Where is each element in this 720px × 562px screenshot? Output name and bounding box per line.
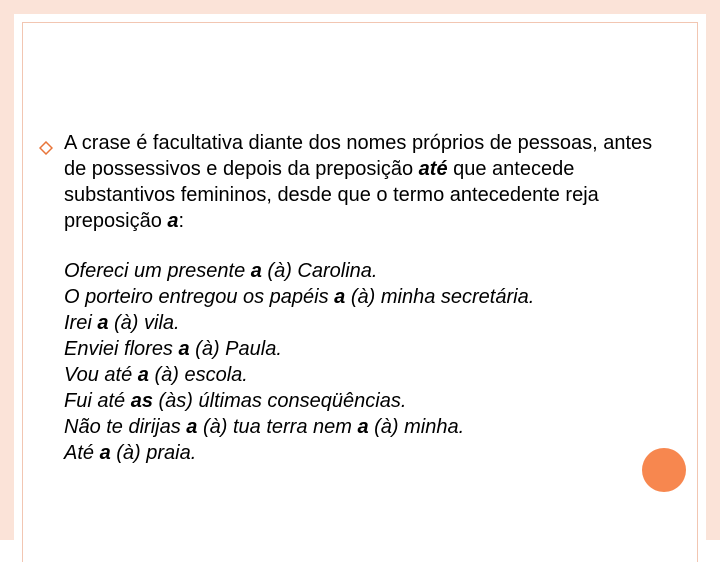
diamond-outline-bullet-icon <box>39 141 53 155</box>
rule-paragraph <box>64 130 674 234</box>
example-line: Vou até a (à) escola. <box>64 364 248 386</box>
rule-text-3: : <box>178 210 185 232</box>
slide-content <box>64 130 674 466</box>
example-line: Fui até as (às) últimas conseqüências. <box>64 390 407 412</box>
example-line: Irei a (à) vila. <box>64 312 180 334</box>
examples-list <box>64 258 674 466</box>
example-line: Enviei flores a (à) Paula. <box>64 338 282 360</box>
rule-text-1: A crase é facultativa diante dos nomes próprios de pessoas, antes de possessivos e depois da preposição <box>64 132 653 180</box>
decorative-circle <box>642 448 686 492</box>
rule-text-2: que antecede substantivos femininos, desde que o termo antecedente reja preposição <box>64 158 599 232</box>
rule-bold-ate: até <box>418 158 448 180</box>
example-line: Ofereci um presente a (à) Carolina. <box>64 260 378 282</box>
example-line: O porteiro entregou os papéis a (à) minha secretária. <box>64 286 535 308</box>
rule-bold-a: a <box>167 210 179 232</box>
example-line: Até a (à) praia. <box>64 442 197 464</box>
example-line: Não te dirijas a (à) tua terra nem a (à) minha. <box>64 416 465 438</box>
